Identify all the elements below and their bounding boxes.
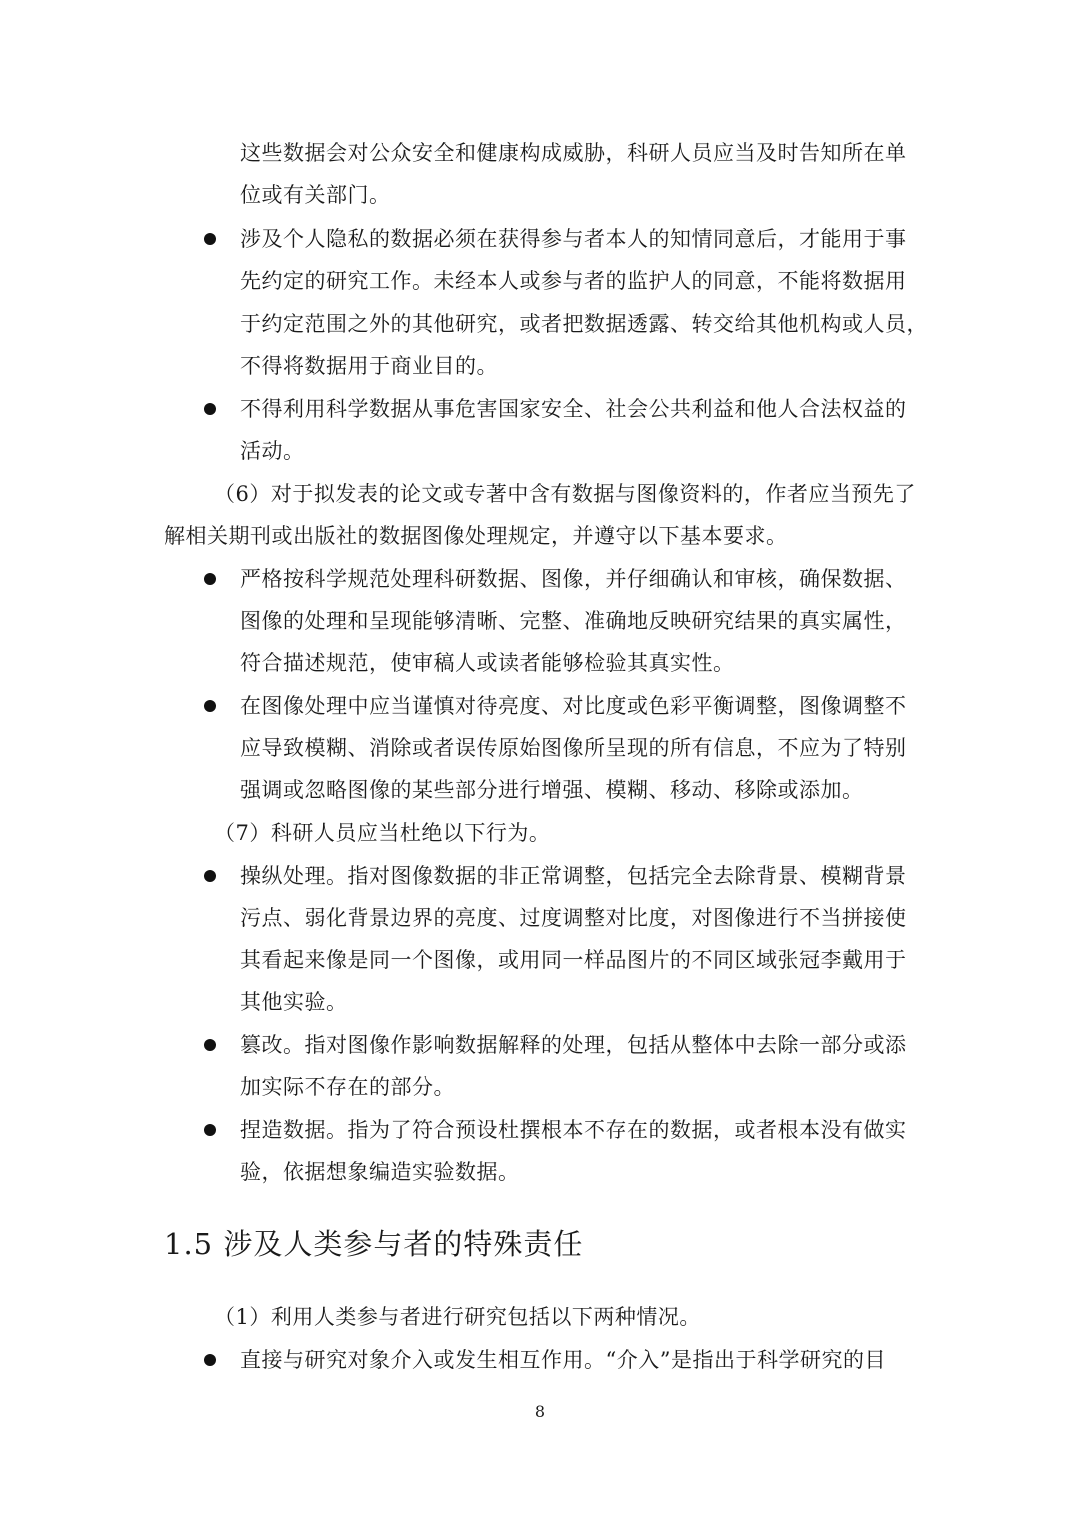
bullet-icon <box>204 870 216 882</box>
paragraph-line: （1）利用人类参与者进行研究包括以下两种情况。 <box>214 1305 701 1329</box>
bullet-text-line: 于约定范围之外的其他研究，或者把数据透露、转交给其他机构或人员， <box>240 312 928 336</box>
bullet-text-line: 严格按科学规范处理科研数据、图像，并仔细确认和审核，确保数据、 <box>240 567 907 591</box>
bullet-text-line: 捏造数据。指为了符合预设杜撰根本不存在的数据，或者根本没有做实 <box>240 1118 907 1142</box>
bullet-text-line: 污点、弱化背景边界的亮度、过度调整对比度，对图像进行不当拼接使 <box>240 906 907 930</box>
bullet-text-line: 不得将数据用于商业目的。 <box>240 354 498 378</box>
bullet-text-line: 活动。 <box>240 439 305 463</box>
bullet-text-line: 图像的处理和呈现能够清晰、完整、准确地反映研究结果的真实属性， <box>240 609 907 633</box>
bullet-text-line: 验，依据想象编造实验数据。 <box>240 1160 520 1184</box>
bullet-text-line: 操纵处理。指对图像数据的非正常调整，包括完全去除背景、模糊背景 <box>240 864 907 888</box>
paragraph-line: （6）对于拟发表的论文或专著中含有数据与图像资料的，作者应当预先了 <box>214 482 916 506</box>
bullet-text-line: 直接与研究对象介入或发生相互作用。“介入”是指出于科学研究的目 <box>240 1348 886 1372</box>
bullet-text-line: 涉及个人隐私的数据必须在获得参与者本人的知情同意后，才能用于事 <box>240 227 907 251</box>
section-heading: 1.5 涉及人类参与者的特殊责任 <box>164 1227 584 1261</box>
bullet-icon <box>204 700 216 712</box>
bullet-text-line: 加实际不存在的部分。 <box>240 1075 455 1099</box>
bullet-text-line: 不得利用科学数据从事危害国家安全、社会公共利益和他人合法权益的 <box>240 397 907 421</box>
bullet-text-line: 先约定的研究工作。未经本人或参与者的监护人的同意，不能将数据用 <box>240 269 907 293</box>
bullet-icon <box>204 573 216 585</box>
bullet-icon <box>204 233 216 245</box>
paragraph-line: 解相关期刊或出版社的数据图像处理规定，并遵守以下基本要求。 <box>164 524 788 548</box>
bullet-icon <box>204 1039 216 1051</box>
bullet-text-line: 强调或忽略图像的某些部分进行增强、模糊、移动、移除或添加。 <box>240 778 864 802</box>
text-line: 这些数据会对公众安全和健康构成威胁，科研人员应当及时告知所在单 <box>240 141 907 165</box>
paragraph-line: （7）科研人员应当杜绝以下行为。 <box>214 821 551 845</box>
bullet-icon <box>204 1354 216 1366</box>
bullet-text-line: 在图像处理中应当谨慎对待亮度、对比度或色彩平衡调整，图像调整不 <box>240 694 907 718</box>
bullet-text-line: 其看起来像是同一个图像，或用同一样品图片的不同区域张冠李戴用于 <box>240 948 907 972</box>
bullet-text-line: 符合描述规范，使审稿人或读者能够检验其真实性。 <box>240 651 735 675</box>
bullet-icon <box>204 403 216 415</box>
text-line: 位或有关部门。 <box>240 183 391 207</box>
bullet-text-line: 应导致模糊、消除或者误传原始图像所呈现的所有信息，不应为了特别 <box>240 736 907 760</box>
page-number: 8 <box>534 1402 546 1421</box>
bullet-icon <box>204 1124 216 1136</box>
bullet-text-line: 篡改。指对图像作影响数据解释的处理，包括从整体中去除一部分或添 <box>240 1033 907 1057</box>
bullet-text-line: 其他实验。 <box>240 990 348 1014</box>
